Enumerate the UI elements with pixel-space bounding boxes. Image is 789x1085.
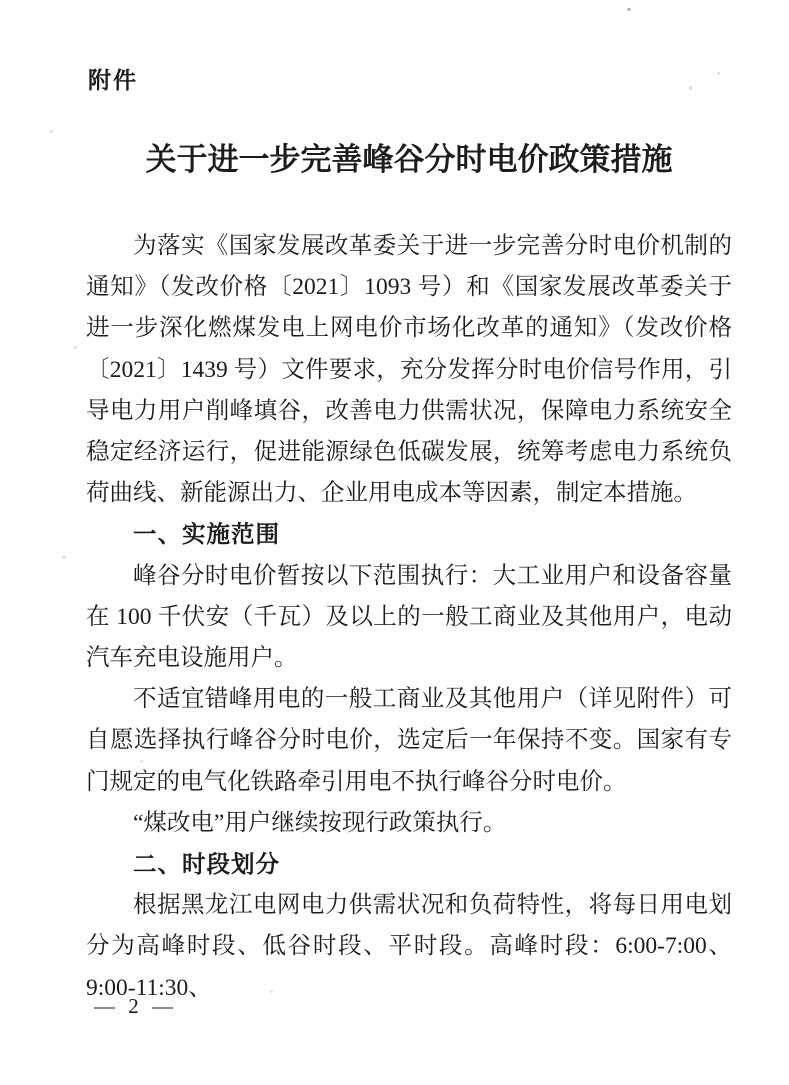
- paragraph-periods-1: 根据黑龙江电网电力供需状况和负荷特性，将每日用电划分为高峰时段、低谷时段、平时段。高峰时段：6:00-7:00、9:00-11:30、: [86, 892, 732, 1001]
- scan-speck: [74, 346, 77, 349]
- scan-speck: [627, 8, 631, 11]
- scan-speck: [689, 86, 692, 90]
- page-number: — 2 —: [94, 994, 177, 1018]
- paragraph-intro: 为落实《国家发展改革委关于进一步完善分时电价机制的通知》（发改价格〔2021〕1093 号）和《国家发展改革委关于进一步深化燃煤发电上网电价市场化改革的通知》（发改价格〔2021〕1439 号）文件要求，充分发挥分时电价信号作用，引导电力用户削峰填谷，改善电力供需状况，保障电力系统安全稳定经济运行，促进能源绿色低碳发展，统筹考虑电力系统负荷曲线、新能源出力、企业用电成本等因素，制定本措施。: [86, 233, 732, 507]
- paragraph-scope-1: 峰谷分时电价暂按以下范围执行：大工业用户和设备容量在 100 千伏安（千瓦）及以上的一般工商业及其他用户，电动汽车充电设施用户。: [86, 562, 732, 672]
- attachment-label: 附件: [88, 67, 138, 93]
- paragraph-scope-2: 不适宜错峰用电的一般工商业及其他用户（详见附件）可自愿选择执行峰谷分时电价，选定后一年保持不变。国家有专门规定的电气化铁路牵引用电不执行峰谷分时电价。: [86, 686, 732, 795]
- section-heading-scope: 一、实施范围: [133, 521, 280, 548]
- document-body: [86, 226, 732, 1009]
- paragraph-scope-3: “煤改电”用户继续按现行政策执行。: [133, 809, 507, 836]
- scan-speck: [717, 72, 720, 75]
- document-title: 关于进一步完善峰谷分时电价政策措施: [145, 142, 673, 177]
- section-heading-periods: 二、时段划分: [133, 851, 280, 878]
- scan-speck: [50, 130, 53, 133]
- scan-speck: [62, 556, 66, 559]
